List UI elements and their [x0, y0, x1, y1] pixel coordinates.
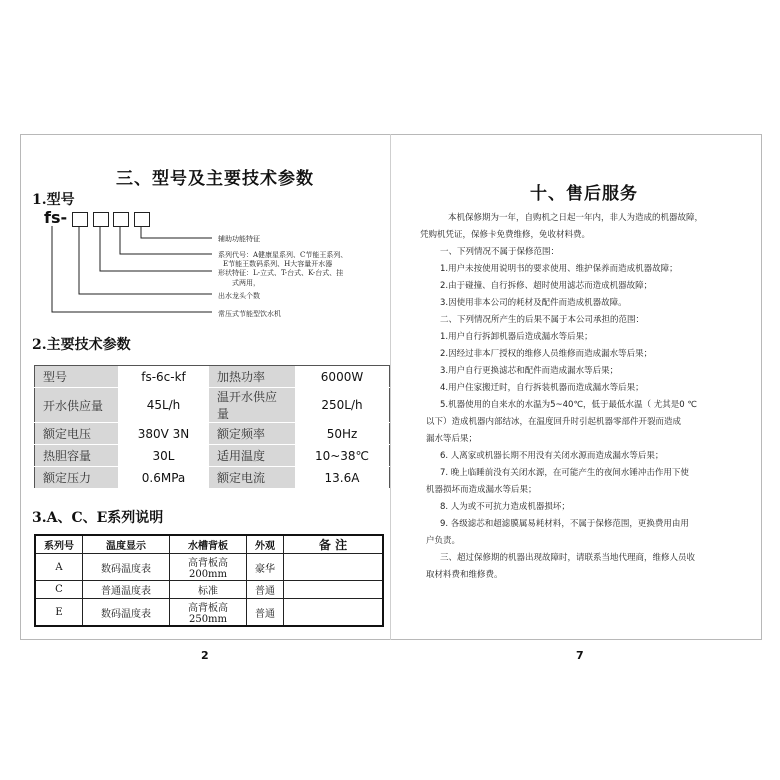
paragraph-line: 机器损坏而造成漏水等后果； [426, 485, 537, 495]
spec-value: 250L/h [295, 388, 390, 423]
table-cell: 高背板高200mm [170, 554, 247, 581]
table-cell: 标准 [170, 581, 247, 599]
table-row [35, 423, 390, 445]
spec-key: 额定压力 [35, 467, 119, 489]
table-cell: C [35, 581, 83, 599]
spec-value: 13.6A [295, 467, 390, 489]
right-heading: 十、售后服务 [530, 184, 638, 204]
paragraph-line: 三、超过保修期的机器出现故障时，请联系当地代理商，维修人员收 [440, 553, 696, 563]
table-cell: 豪华 [247, 554, 284, 581]
paragraph-line: 漏水等后果； [426, 434, 478, 444]
spec-section-title: 2.主要技术参数 [32, 337, 131, 353]
series-table [34, 534, 384, 627]
spec-key: 额定电压 [35, 423, 119, 445]
paragraph-line: 一、下列情况不属于保修范围： [440, 247, 560, 257]
table-cell: 普通温度表 [83, 581, 170, 599]
table-header-row [35, 535, 383, 554]
column-header: 水槽背板 [170, 535, 247, 554]
table-row [35, 445, 390, 467]
paragraph-line: 3.因使用非本公司的耗材及配件而造成机器故障。 [440, 298, 627, 308]
spec-value: 0.6MPa [118, 467, 209, 489]
table-cell: 普通 [247, 581, 284, 599]
paragraph-line: 1.用户未按使用说明书的要求使用、维护保养而造成机器故障； [440, 264, 678, 274]
paragraph-line: 6. 人离家或机器长期不用没有关闭水源而造成漏水等后果； [440, 451, 664, 461]
spec-value: 380V 3N [118, 423, 209, 445]
spec-key: 温开水供应量 [209, 388, 295, 423]
table-cell [284, 599, 384, 627]
label-faucet-count: 出水龙头个数 [218, 292, 260, 300]
spec-value: 45L/h [118, 388, 209, 423]
paragraph-line: 7. 晚上临睡前没有关闭水源，在可能产生的夜间水锤冲击作用下使 [440, 468, 689, 478]
label-shape: 形状特征：L-立式、T-台式、K-台式、挂 [218, 269, 344, 277]
spec-key: 额定电流 [209, 467, 295, 489]
spec-key: 型号 [35, 366, 119, 388]
paragraph-line: 8. 人为或不可抗力造成机器损坏； [440, 502, 570, 512]
spec-key: 额定频率 [209, 423, 295, 445]
table-cell: 高背板高250mm [170, 599, 247, 627]
paragraph-line: 2.由于碰撞、自行拆修、超时使用滤芯而造成机器故障； [440, 281, 653, 291]
spec-value: 50Hz [295, 423, 390, 445]
paragraph-line: 户负责。 [426, 536, 461, 546]
table-cell: 数码温度表 [83, 599, 170, 627]
spec-key: 开水供应量 [35, 388, 119, 423]
label-series-code: 系列代号：A健康星系列、C节能王系列、 [218, 251, 348, 259]
paragraph-line: 本机保修期为一年，自购机之日起一年内，非人为造成的机器故障， [448, 213, 704, 223]
label-product-type: 常压式节能型饮水机 [218, 310, 281, 318]
table-cell [284, 581, 384, 599]
table-row [35, 581, 383, 599]
paragraph-line: 凭购机凭证，保修卡免费维修，免收材料费。 [420, 230, 591, 240]
table-cell: 普通 [247, 599, 284, 627]
table-cell: 数码温度表 [83, 554, 170, 581]
column-header: 外观 [247, 535, 284, 554]
spec-table [34, 365, 390, 489]
spec-key: 热胆容量 [35, 445, 119, 467]
table-row [35, 366, 390, 388]
label-aux-function: 辅助功能特征 [218, 235, 260, 243]
left-page-number: 2 [201, 649, 209, 662]
paragraph-line: 4.用户住家搬迁时，自行拆装机器而造成漏水等后果； [440, 383, 644, 393]
paragraph-line: 2.因经过非本厂授权的维修人员维修而造成漏水等后果； [440, 349, 653, 359]
paragraph-line: 5.机器使用的自来水的水温为5~40℃，低于最低水温（ 尤其是0 ℃ [440, 400, 697, 410]
table-cell: E [35, 599, 83, 627]
table-cell: A [35, 554, 83, 581]
column-header: 系列号 [35, 535, 83, 554]
table-row [35, 467, 390, 489]
spec-value: fs-6c-kf [118, 366, 209, 388]
left-heading: 三、型号及主要技术参数 [116, 169, 314, 189]
spec-value: 10~38℃ [295, 445, 390, 467]
paragraph-line: 以下）造成机器内部结冰，在温度回升时引起机器零部件开裂而造成 [426, 417, 682, 427]
series-section-title: 3.A、C、E系列说明 [32, 510, 164, 526]
paragraph-line: 1.用户自行拆卸机器后造成漏水等后果； [440, 332, 593, 342]
table-row [35, 388, 390, 423]
paragraph-line: 取材料费和维修费。 [426, 570, 503, 580]
column-header: 温度显示 [83, 535, 170, 554]
right-page-number: 7 [576, 649, 584, 662]
spec-key: 加热功率 [209, 366, 295, 388]
label-shape-cont: 式两用， [232, 279, 260, 287]
column-header: 备 注 [284, 535, 384, 554]
paragraph-line: 9. 各级滤芯和超滤膜属易耗材料，不属于保修范围，更换费用由用 [440, 519, 689, 529]
table-cell [284, 554, 384, 581]
spec-value: 6000W [295, 366, 390, 388]
model-section-title: 1.型号 [32, 192, 75, 208]
label-series-code-cont: E节能王数码系列、H大容量开水器 [223, 260, 333, 268]
table-row [35, 599, 383, 627]
table-row [35, 554, 383, 581]
paragraph-line: 3.用户自行更换滤芯和配件而造成漏水等后果； [440, 366, 619, 376]
model-prefix: fs- [44, 208, 68, 227]
paragraph-line: 二、下列情况所产生的后果不属于本公司承担的范围： [440, 315, 645, 325]
spec-key: 适用温度 [209, 445, 295, 467]
spec-value: 30L [118, 445, 209, 467]
